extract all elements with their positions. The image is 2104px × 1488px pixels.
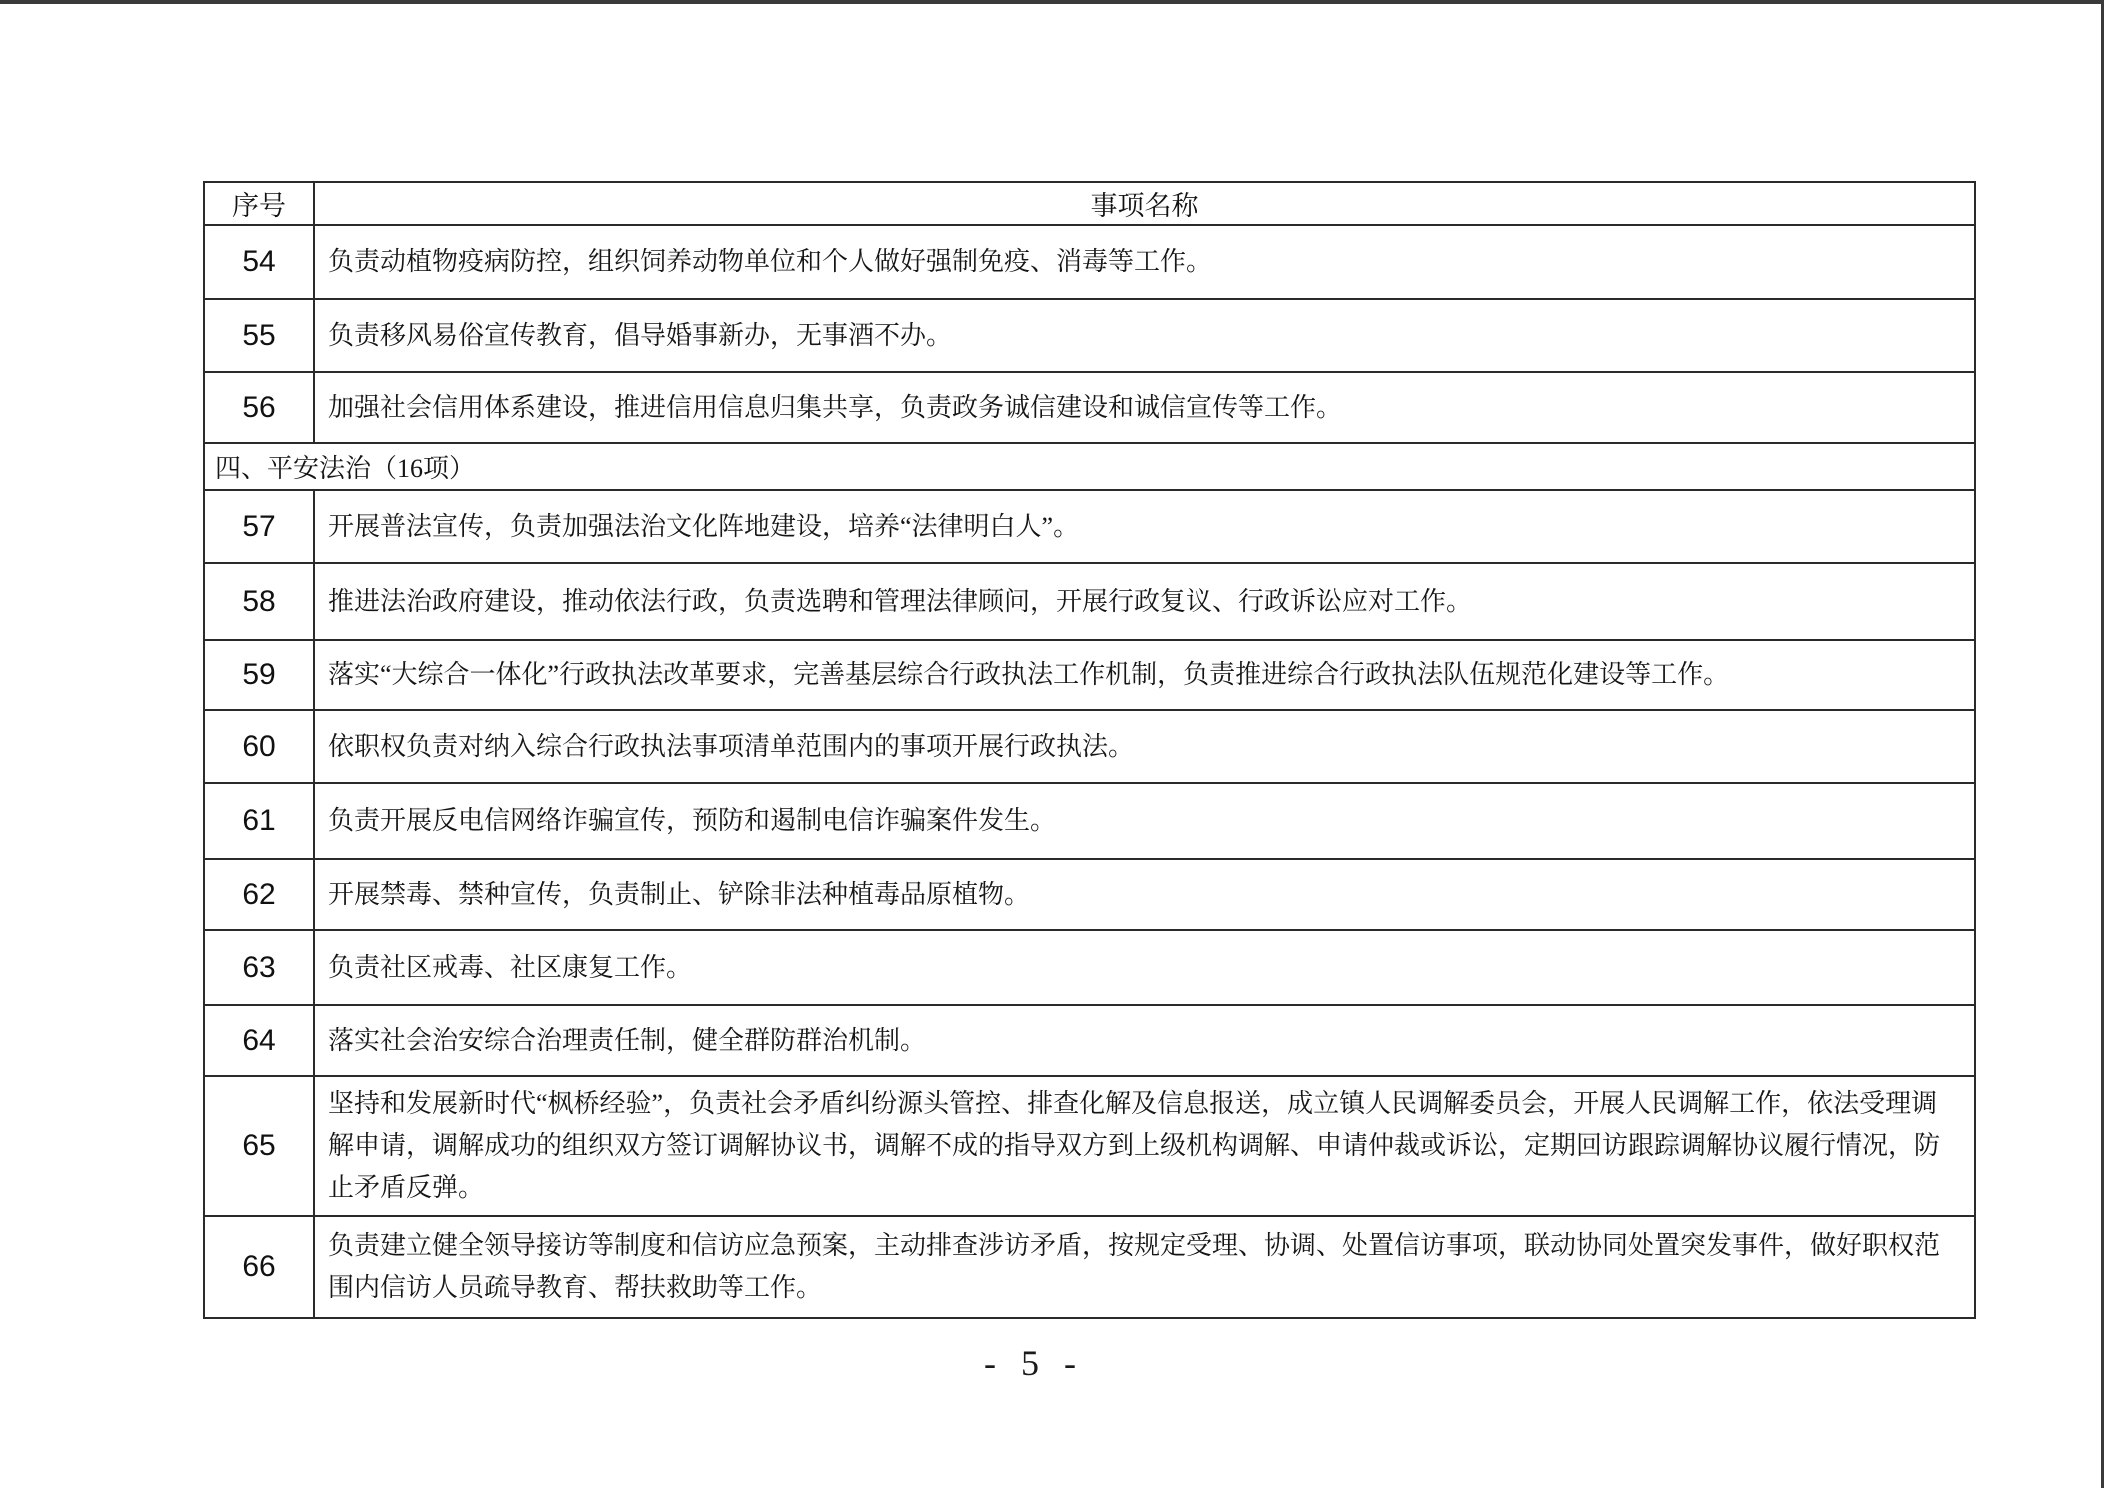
table-row — [204, 225, 1975, 299]
row-text: 加强社会信用体系建设，推进信用信息归集共享，负责政务诚信建设和诚信宣传等工作。 — [314, 372, 1975, 443]
table-row — [204, 372, 1975, 443]
row-index: 64 — [204, 1005, 314, 1076]
matters-table — [203, 181, 1976, 1319]
table-row — [204, 640, 1975, 710]
row-index: 58 — [204, 563, 314, 640]
row-text: 落实“大综合一体化”行政执法改革要求，完善基层综合行政执法工作机制，负责推进综合行政执法队伍规范化建设等工作。 — [314, 640, 1975, 710]
table-row — [204, 563, 1975, 640]
row-index: 62 — [204, 859, 314, 930]
row-text: 负责建立健全领导接访等制度和信访应急预案，主动排查涉访矛盾，按规定受理、协调、处置信访事项，联动协同处置突发事件，做好职权范围内信访人员疏导教育、帮扶救助等工作。 — [314, 1216, 1975, 1318]
row-text: 落实社会治安综合治理责任制，健全群防群治机制。 — [314, 1005, 1975, 1076]
row-text: 负责移风易俗宣传教育，倡导婚事新办，无事酒不办。 — [314, 299, 1975, 372]
table-row — [204, 1005, 1975, 1076]
row-text: 依职权负责对纳入综合行政执法事项清单范围内的事项开展行政执法。 — [314, 710, 1975, 783]
header-index: 序号 — [204, 182, 314, 225]
section-row — [204, 443, 1975, 490]
row-index: 54 — [204, 225, 314, 299]
row-index: 59 — [204, 640, 314, 710]
table-row — [204, 859, 1975, 930]
row-index: 57 — [204, 490, 314, 563]
row-index: 66 — [204, 1216, 314, 1318]
table-row — [204, 1216, 1975, 1318]
row-text: 推进法治政府建设，推动依法行政，负责选聘和管理法律顾问，开展行政复议、行政诉讼应对工作。 — [314, 563, 1975, 640]
table-row — [204, 930, 1975, 1005]
page-number: - 5 - — [984, 1343, 1076, 1383]
row-index: 56 — [204, 372, 314, 443]
row-text: 负责开展反电信网络诈骗宣传，预防和遏制电信诈骗案件发生。 — [314, 783, 1975, 859]
row-index: 55 — [204, 299, 314, 372]
row-index: 61 — [204, 783, 314, 859]
row-index: 60 — [204, 710, 314, 783]
table-row — [204, 710, 1975, 783]
row-text: 开展禁毒、禁种宣传，负责制止、铲除非法种植毒品原植物。 — [314, 859, 1975, 930]
table-row — [204, 1076, 1975, 1216]
row-index: 63 — [204, 930, 314, 1005]
row-index: 65 — [204, 1076, 314, 1216]
section-label: 四、平安法治（16项） — [204, 443, 1975, 490]
row-text: 负责社区戒毒、社区康复工作。 — [314, 930, 1975, 1005]
row-text: 开展普法宣传，负责加强法治文化阵地建设，培养“法律明白人”。 — [314, 490, 1975, 563]
page-top-edge-line — [0, 0, 2104, 4]
table-row — [204, 783, 1975, 859]
table-row — [204, 299, 1975, 372]
row-text: 负责动植物疫病防控，组织饲养动物单位和个人做好强制免疫、消毒等工作。 — [314, 225, 1975, 299]
table-row — [204, 490, 1975, 563]
table-header-row — [204, 182, 1975, 225]
header-name: 事项名称 — [314, 182, 1975, 225]
row-text: 坚持和发展新时代“枫桥经验”，负责社会矛盾纠纷源头管控、排查化解及信息报送，成立镇人民调解委员会，开展人民调解工作，依法受理调解申请，调解成功的组织双方签订调解协议书，调解不成的指导双方到上级机构调解、申请仲裁或诉讼，定期回访跟踪调解协议履行情况，防止矛盾反弹。 — [314, 1076, 1975, 1216]
